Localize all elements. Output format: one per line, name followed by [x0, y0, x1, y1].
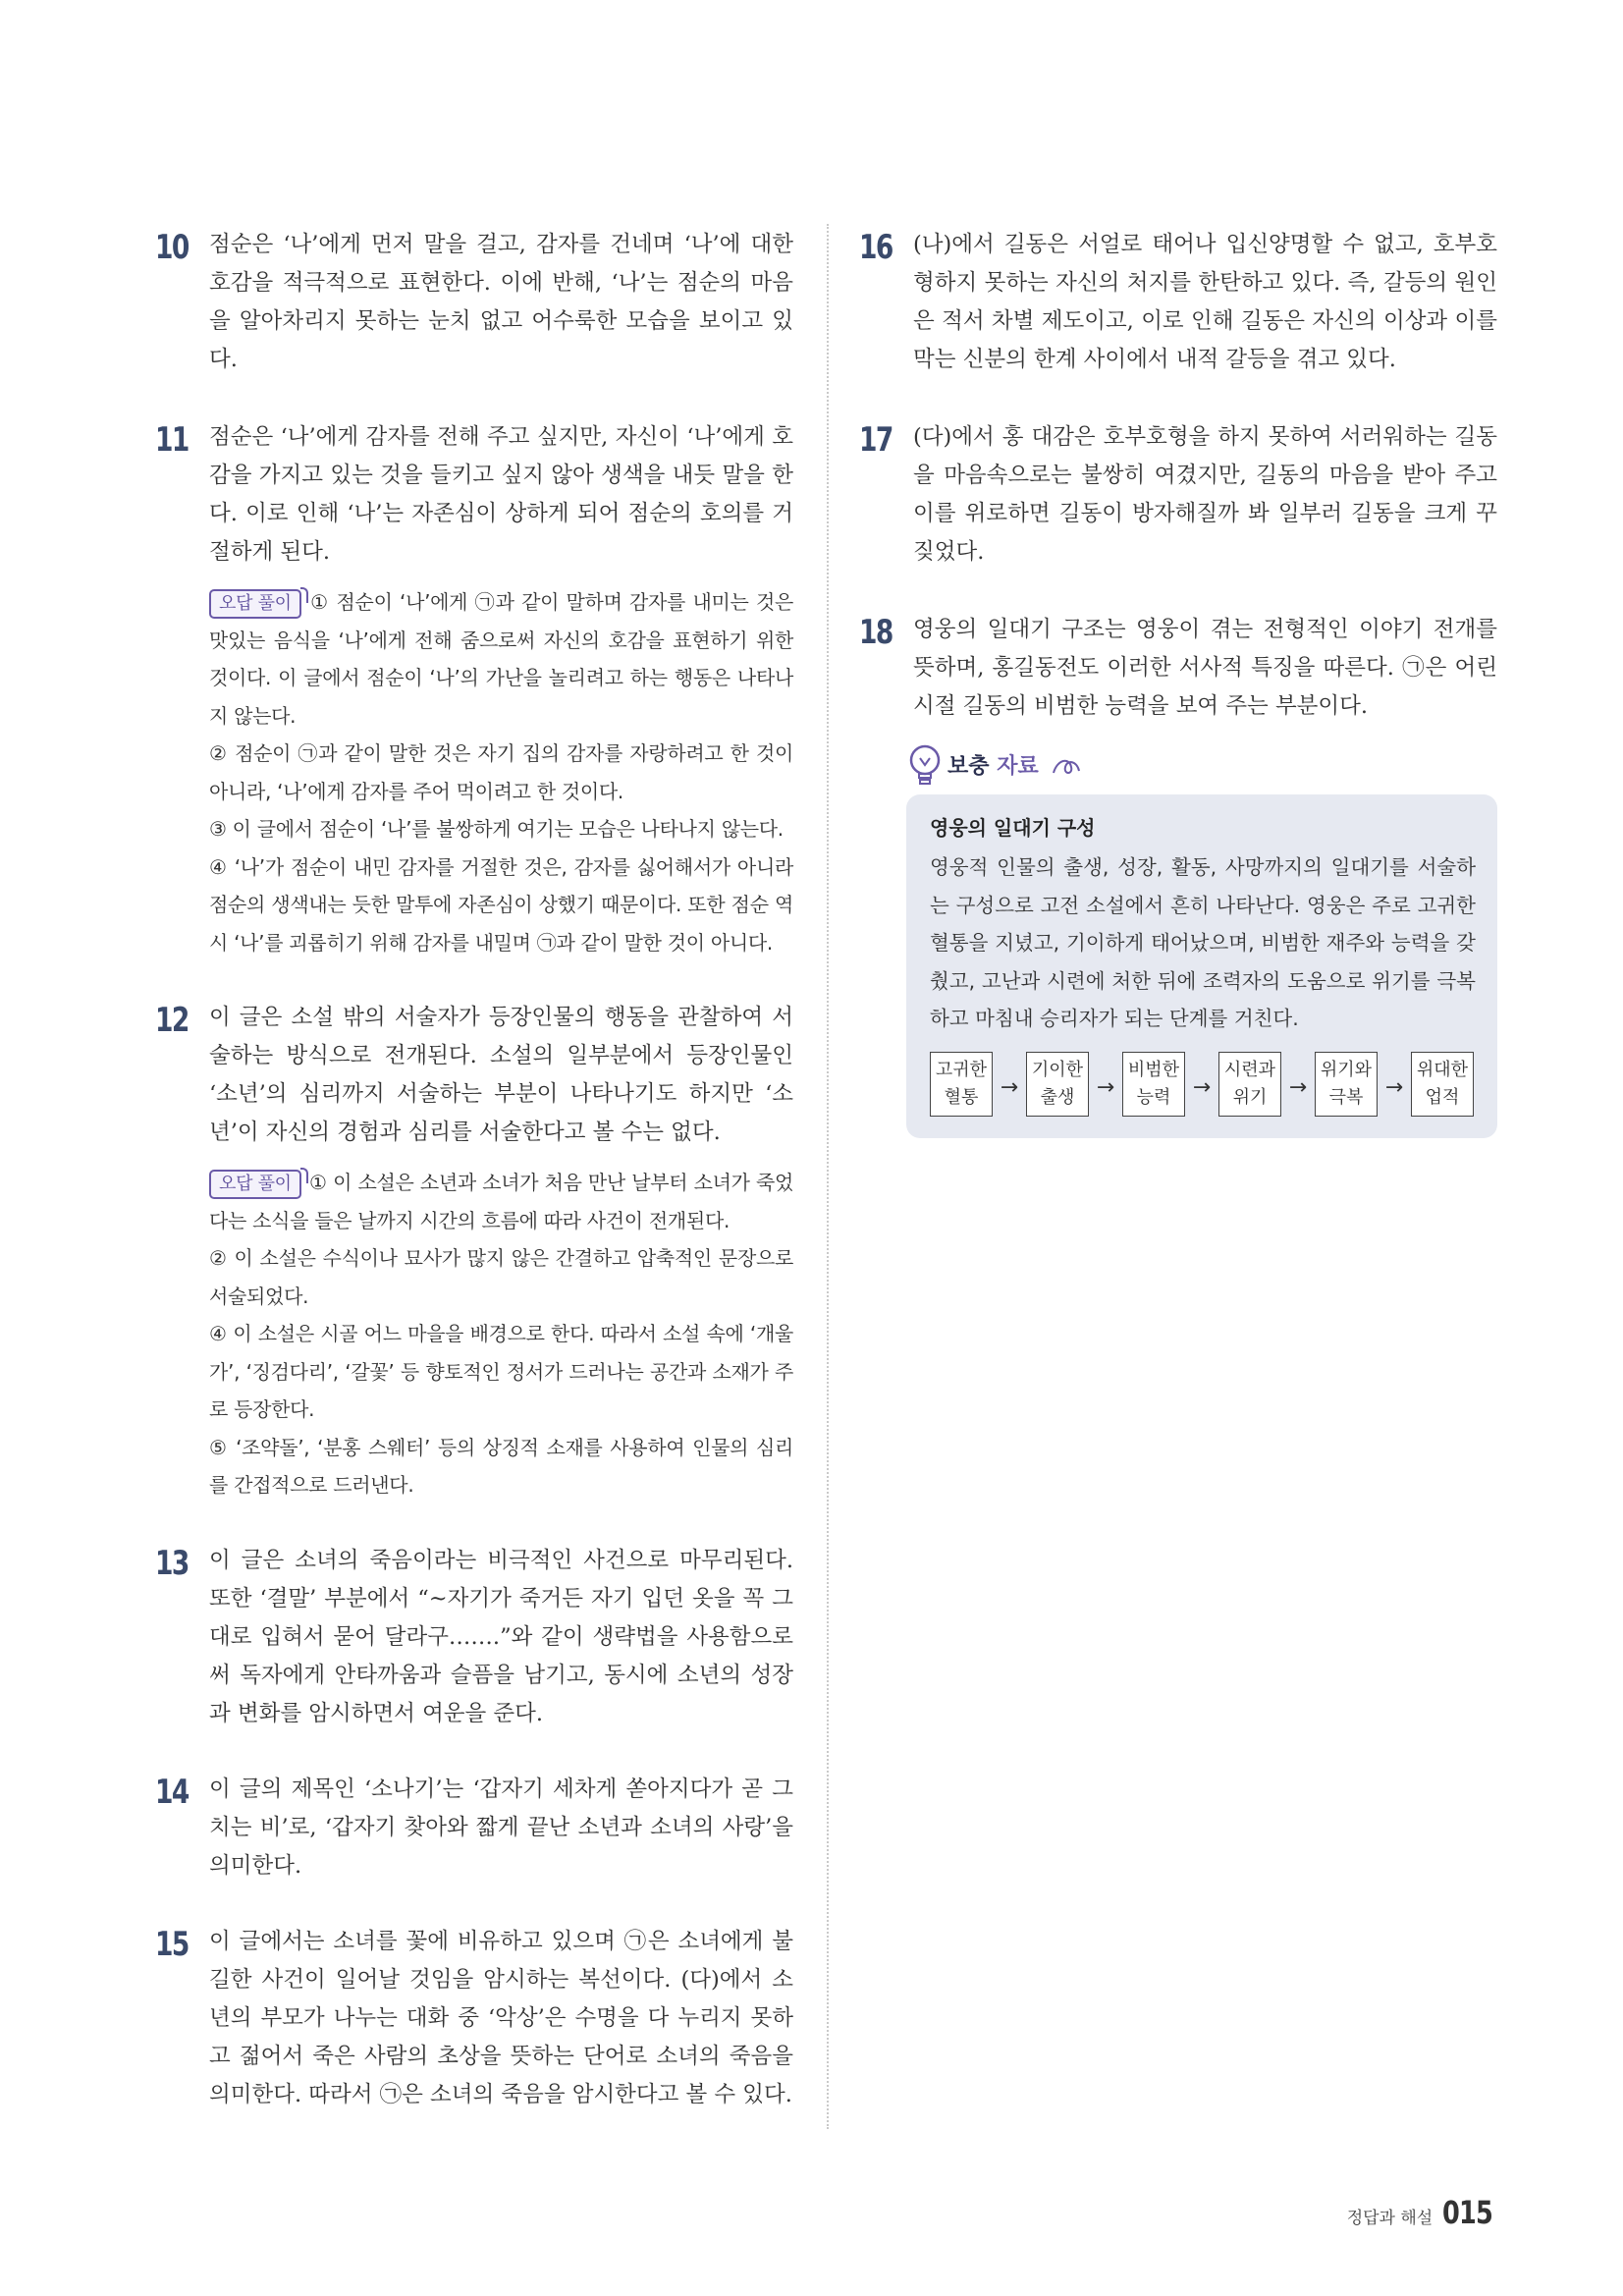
item-number: 14	[155, 1772, 189, 1812]
lightbulb-icon	[906, 743, 944, 789]
item-number: 18	[859, 613, 893, 652]
item-number: 15	[155, 1924, 189, 1964]
swirl-decoration-icon	[1052, 755, 1081, 777]
answer-item-18	[859, 611, 1497, 726]
item-number: 10	[155, 228, 189, 267]
wrong-answer-tag: 오답 풀이	[209, 589, 301, 619]
item-number: 12	[155, 1001, 189, 1040]
explanation-line: ④ ‘나’가 점순이 내민 감자를 거절한 것은, 감자를 싫어해서가 아니라 점순의 생색내는 듯한 말투에 자존심이 상했기 때문이다. 또한 점순 역시 ‘나’를 괴롭히기 위해 감자를 내밀며 ㉠과 같이 말한 것이 아니다.	[209, 854, 793, 955]
answer-item-14	[155, 1771, 793, 1886]
answer-item-17	[859, 418, 1497, 572]
wrong-answer-explanation	[209, 1164, 793, 1504]
item-text: (다)에서 홍 대감은 호부호형을 하지 못하여 서러워하는 길동을 마음속으로는 불쌍히 여겼지만, 길동의 마음을 받아 주고 이를 위로하면 길동이 방자해질까 봐 일부러 길동을 크게 꾸짖었다.	[913, 424, 1497, 565]
item-number: 11	[155, 420, 189, 460]
item-text: 이 글은 소녀의 죽음이라는 비극적인 사건으로 마무리된다. 또한 ‘결말’ 부분에서 “~자기가 죽거든 자기 입던 옷을 꼭 그대로 입혀서 묻어 달라구…….”와 같이 생략법을 사용함으로써 독자에게 안타까움과 슬픔을 남기고, 동시에 소년의 성장과 변화를 암시하면서 여운을 준다.	[209, 1547, 793, 1726]
flow-stage: 비범한 능력	[1122, 1052, 1185, 1117]
arrow-icon: →	[1000, 1075, 1019, 1100]
flow-stage: 기이한 출생	[1026, 1052, 1089, 1117]
footer-label: 정답과 해설	[1346, 2209, 1434, 2228]
answer-item-10	[155, 226, 793, 379]
supplement-header	[906, 743, 1497, 794]
item-number: 13	[155, 1543, 189, 1583]
explanation-line: ④ 이 소설은 시골 어느 마을을 배경으로 한다. 따라서 소설 속에 ‘개울가’, ‘징검다리’, ‘갈꽃’ 등 향토적인 정서가 드러나는 공간과 소재가 주로 등장한다.	[209, 1322, 793, 1421]
item-number: 17	[859, 420, 893, 460]
item-text: (나)에서 길동은 서얼로 태어나 입신양명할 수 없고, 호부호형하지 못하는 자신의 처지를 한탄하고 있다. 즉, 갈등의 원인은 적서 차별 제도이고, 이로 인해 길동은 자신의 이상과 이를 막는 신분의 한계 사이에서 내적 갈등을 겪고 있다.	[913, 232, 1497, 372]
item-text: 점순은 ‘나’에게 감자를 전해 주고 싶지만, 자신이 ‘나’에게 호감을 가지고 있는 것을 들키고 싶지 않아 생색을 내듯 말을 한다. 이로 인해 ‘나’는 자존심이 상하게 되어 점순의 호의를 거절하게 된다.	[209, 424, 793, 565]
answer-item-12	[155, 999, 793, 1504]
page-number: 015	[1442, 2194, 1493, 2231]
wrong-answer-tag: 오답 풀이	[209, 1170, 301, 1199]
explanation-line: ② 이 소설은 수식이나 묘사가 많지 않은 간결하고 압축적인 문장으로 서술되었다.	[209, 1246, 793, 1308]
item-number: 16	[859, 228, 893, 267]
wrong-answer-explanation	[209, 583, 793, 961]
explanation-line: ③ 이 글에서 점순이 ‘나’를 불쌍하게 여기는 모습은 나타나지 않는다.	[209, 817, 784, 841]
flow-stage: 위기와 극복	[1315, 1052, 1378, 1117]
explanation-line: ① 이 소설은 소년과 소녀가 처음 만난 날부터 소녀가 죽었다는 소식을 들은 날까지 시간의 흐름에 따라 사건이 전개된다.	[209, 1171, 793, 1232]
explanation-line: ① 점순이 ‘나’에게 ㉠과 같이 말하며 감자를 내미는 것은 맛있는 음식을 ‘나’에게 전해 줌으로써 자신의 호감을 표현하기 위한 것이다. 이 글에서 점순이 ‘나’의 가난을 놀리려고 하는 행동은 나타나지 않는다.	[209, 590, 793, 728]
left-column	[155, 226, 793, 2114]
right-column	[859, 226, 1497, 1138]
flow-stage: 위대한 업적	[1411, 1052, 1474, 1117]
arrow-icon: →	[1288, 1075, 1308, 1100]
arrow-icon: →	[1192, 1075, 1212, 1100]
answer-item-13	[155, 1542, 793, 1733]
explanation-line: ⑤ ‘조약돌’, ‘분홍 스웨터’ 등의 상징적 소재를 사용하여 인물의 심리를 간접적으로 드러낸다.	[209, 1435, 793, 1497]
item-text: 이 글에서는 소녀를 꽃에 비유하고 있으며 ㉠은 소녀에게 불길한 사건이 일어날 것임을 암시하는 복선이다. (다)에서 소년의 부모가 나누는 대화 중 ‘악상’은 수명을 다 누리지 못하고 젊어서 죽은 사람의 초상을 뜻하는 단어로 소녀의 죽음을 의미한다. 따라서 ㉠은 소녀의 죽음을 암시한다고 볼 수 있다.	[209, 1928, 793, 2107]
item-text: 점순은 ‘나’에게 먼저 말을 걸고, 감자를 건네며 ‘나’에 대한 호감을 적극적으로 표현한다. 이에 반해, ‘나’는 점순의 마음을 알아차리지 못하는 눈치 없고 어수룩한 모습을 보이고 있다.	[209, 232, 793, 372]
supplement-text: 영웅적 인물의 출생, 성장, 활동, 사망까지의 일대기를 서술하는 구성으로 고전 소설에서 흔히 나타난다. 영웅은 주로 고귀한 혈통을 지녔고, 기이하게 태어났으며, 비범한 재주와 능력을 갖췄고, 고난과 시련에 처한 뒤에 조력자의 도움으로 위기를 극복하고 마침내 승리자가 되는 단계를 거친다.	[930, 855, 1476, 1030]
supplement-box	[906, 794, 1497, 1138]
flow-stage: 고귀한 혈통	[930, 1052, 993, 1117]
answer-item-16	[859, 226, 1497, 379]
supplement-title: 보충 자료	[947, 754, 1039, 779]
answer-item-15	[155, 1923, 793, 2114]
page-footer	[1347, 2194, 1505, 2231]
hero-life-flow	[930, 1052, 1476, 1117]
supplement-subtitle: 영웅의 일대기 구성	[930, 816, 1096, 840]
answer-item-11	[155, 418, 793, 961]
explanation-line: ② 점순이 ㉠과 같이 말한 것은 자기 집의 감자를 자랑하려고 한 것이 아니라, ‘나’에게 감자를 주어 먹이려고 한 것이다.	[209, 741, 793, 803]
arrow-icon: →	[1096, 1075, 1115, 1100]
column-divider	[827, 224, 829, 2129]
item-text: 이 글의 제목인 ‘소나기’는 ‘갑자기 세차게 쏟아지다가 곧 그치는 비’로, ‘갑자기 찾아와 짧게 끝난 소년과 소녀의 사랑’을 의미한다.	[209, 1776, 793, 1879]
item-text: 이 글은 소설 밖의 서술자가 등장인물의 행동을 관찰하여 서술하는 방식으로 전개된다. 소설의 일부분에서 등장인물인 ‘소년’의 심리까지 서술하는 부분이 나타나기도 하지만 ‘소년’이 자신의 경험과 심리를 서술한다고 볼 수는 없다.	[209, 1005, 793, 1145]
item-text: 영웅의 일대기 구조는 영웅이 겪는 전형적인 이야기 전개를 뜻하며, 홍길동전도 이러한 서사적 특징을 따른다. ㉠은 어린 시절 길동의 비범한 능력을 보여 주는 부분이다.	[913, 617, 1497, 719]
arrow-icon: →	[1384, 1075, 1404, 1100]
flow-stage: 시련과 위기	[1218, 1052, 1281, 1117]
